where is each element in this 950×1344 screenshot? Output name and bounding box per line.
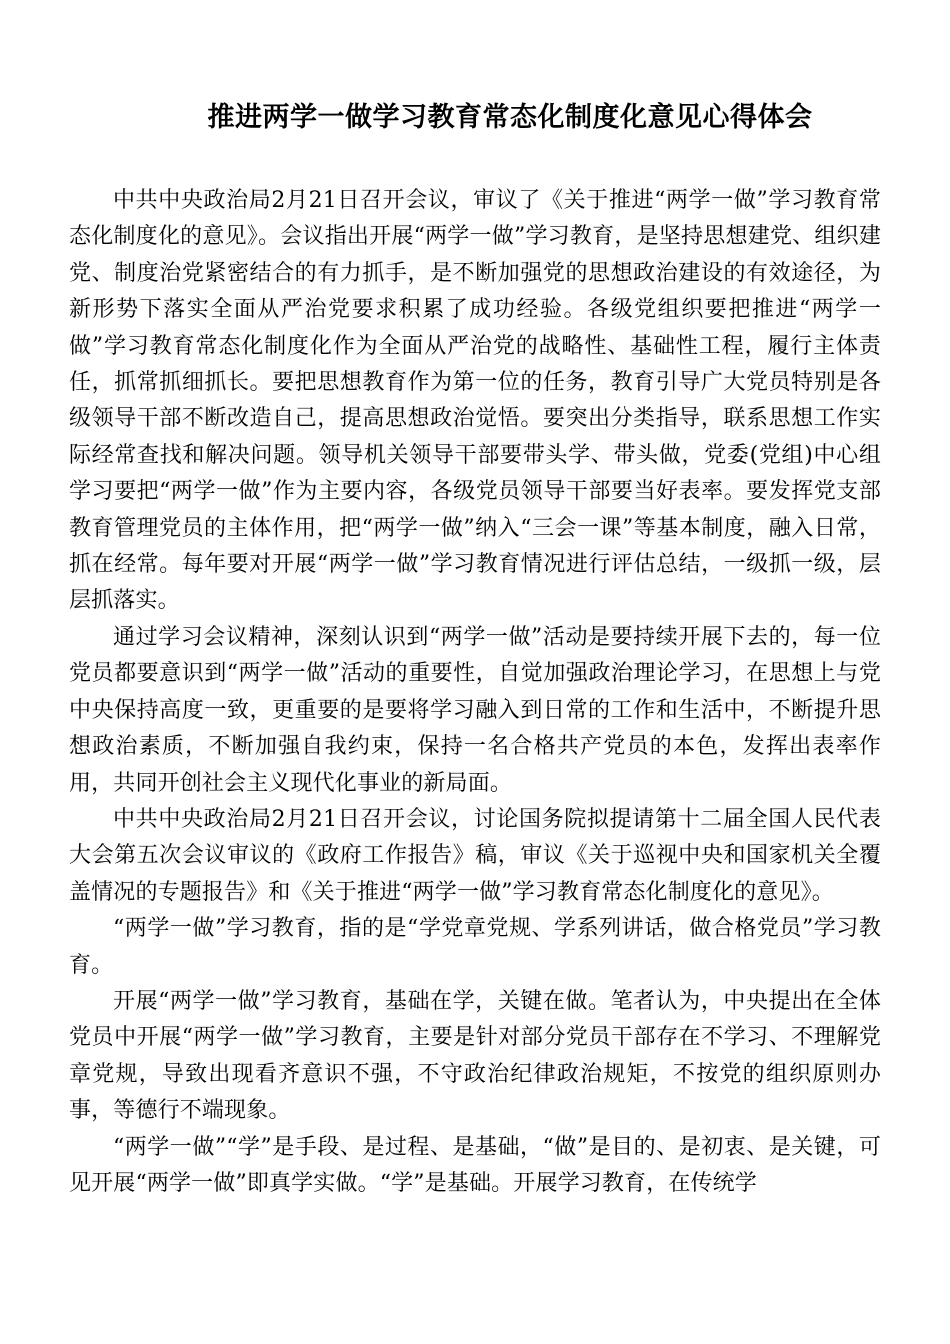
paragraph: 中共中央政治局2月21日召开会议，审议了《关于推进“两学一做”学习教育常态化制度化的意见》。会议指出开展“两学一做”学习教育，是坚持思想建党、组织建党、制度治党紧密结合的有力抓手，是不断加强党的思想政治建设的有效途径，为新形势下落实全面从严治党要求积累了成功经验。各级党组织要把推进“两学一做”学习教育常态化制度化作为全面从严治党的战略性、基础性工程，履行主体责任，抓常抓细抓长。要把思想教育作为第一位的任务，教育引导广大党员特别是各级领导干部不断改造自己，提高思想政治觉悟。要突出分类指导，联系思想工作实际经常查找和解决问题。领导机关领导干部要带头学、带头做，党委(党组)中心组学习要把“两学一做”作为主要内容，各级党员领导干部要当好表率。要发挥党支部教育管理党员的主体作用，把“两学一做”纳入“三会一课”等基本制度，融入日常，抓在经常。每年要对开展“两学一做”学习教育情况进行评估总结，一级抓一级，层层抓落实。: [69, 188, 881, 614]
paragraph: 通过学习会议精神，深刻认识到“两学一做”活动是要持续开展下去的，每一位党员都要意识到“两学一做”活动的重要性，自觉加强政治理论学习，在思想上与党中央保持高度一致，更重要的是要将学习融入到日常的工作和生活中，不断提升思想政治素质，不断加强自我约束，保持一名合格共产党员的本色，发挥出表率作用，共同开创社会主义现代化事业的新局面。: [69, 624, 881, 796]
paragraph: 中共中央政治局2月21日召开会议，讨论国务院拟提请第十二届全国人民代表大会第五次会议审议的《政府工作报告》稿，审议《关于巡视中央和国家机关全覆盖情况的专题报告》和《关于推进“两学一做”学习教育常态化制度化的意见》。: [69, 806, 881, 905]
paragraph: 开展“两学一做”学习教育，基础在学，关键在做。笔者认为，中央提出在全体党员中开展“两学一做”学习教育，主要是针对部分党员干部存在不学习、不理解党章党规，导致出现看齐意识不强，不守政治纪律政治规矩，不按党的组织原则办事，等德行不端现象。: [69, 988, 881, 1124]
document-title: 推进两学一做学习教育常态化制度化意见心得体会: [207, 102, 813, 133]
paragraph: “两学一做”学习教育，指的是“学党章党规、学系列讲话，做合格党员”学习教育。: [69, 916, 881, 978]
paragraph: “两学一做”“学”是手段、是过程、是基础，“做”是目的、是初衷、是关键，可见开展“两学一做”即真学实做。“学”是基础。开展学习教育，在传统学: [69, 1134, 881, 1196]
document-body: [69, 183, 881, 1202]
